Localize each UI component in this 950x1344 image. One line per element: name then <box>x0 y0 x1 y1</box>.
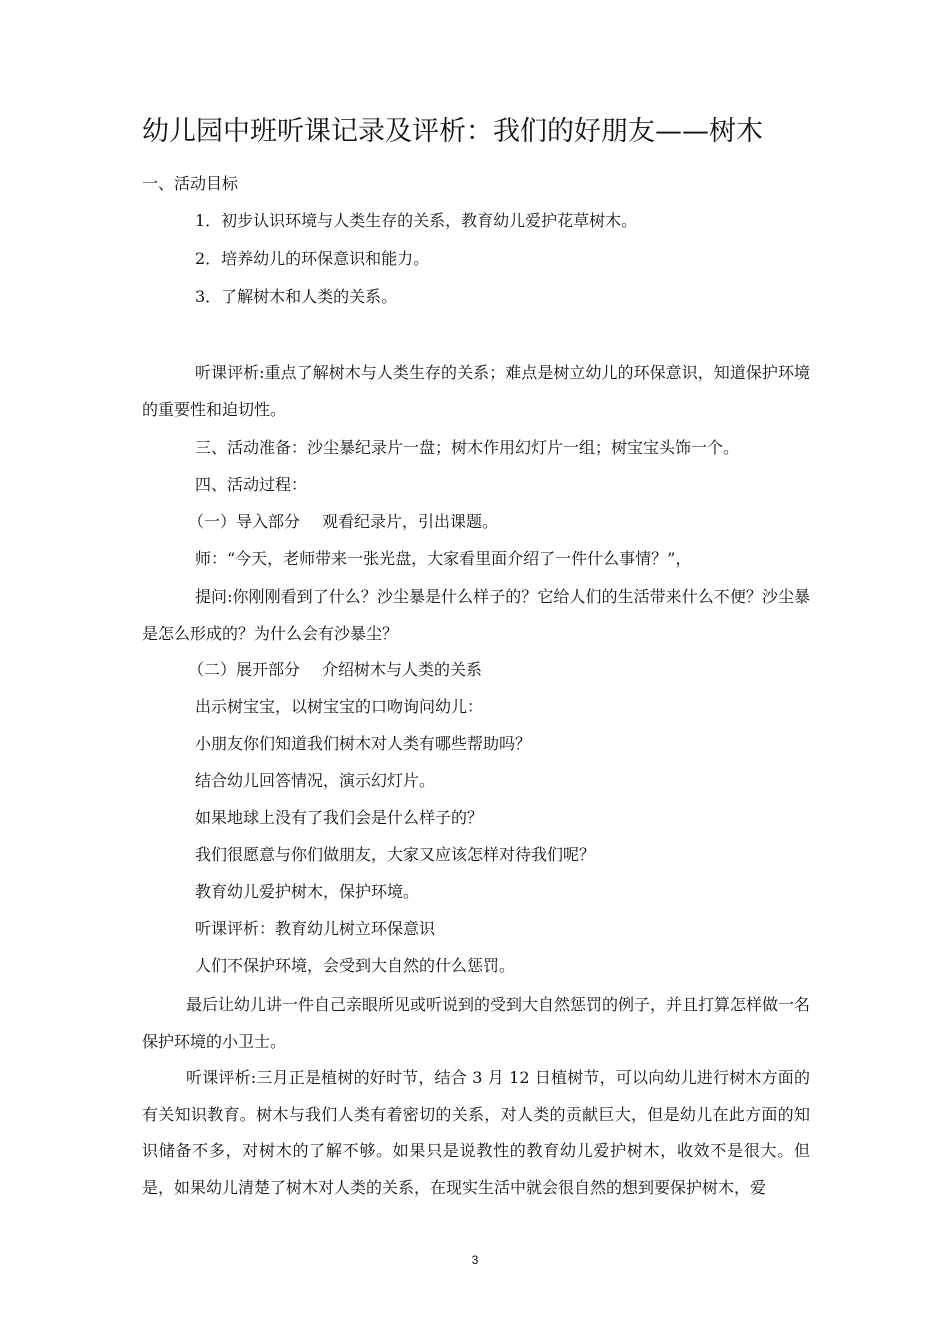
process-line-2: 小朋友你们知道我们树木对人类有哪些帮助吗？ <box>195 734 532 753</box>
review-paragraph-2: 听课评析:三月正是植树的好时节，结合 3 月 12 日植树节，可以向幼儿进行树木方面的有关知识教育。树木与我们人类有着密切的关系，对人类的贡献巨大，但是幼儿在此方面的知识储备不多，对树木的了解不够。如果只是说教性的教育幼儿爱护树木，收效不是很大。但是，如果幼儿清楚了树木对人类的关系，在现实生活中就会很自然的想到要保护树木，爱 <box>142 1068 810 1197</box>
process-line-7: 听课评析：教育幼儿树立环保意识 <box>195 919 436 938</box>
page-number: 3 <box>471 1253 479 1267</box>
closing-paragraph: 最后让幼儿讲一件自己亲眼所见或听说到的受到大自然惩罚的例子，并且打算怎样做一名保护环境的小卫士。 <box>142 995 811 1051</box>
part-2-row <box>188 658 482 682</box>
process-line-5: 我们很愿意与你们做朋友，大家又应该怎样对待我们呢？ <box>195 845 596 864</box>
section-prep: 三、活动准备：沙尘暴纪录片一盘；树木作用幻灯片一组；树宝宝头饰一个。 <box>195 438 740 457</box>
review-paragraph-1: 听课评析:重点了解树木与人类生存的关系；难点是树立幼儿的环保意识，知道保护环境的重要性和迫切性。 <box>142 363 810 419</box>
question-paragraph: 提问:你刚刚看到了什么？沙尘暴是什么样子的？它给人们的生活带来什么不便？沙尘暴是怎么形成的？为什么会有沙暴尘？ <box>142 587 810 643</box>
section-process-heading: 四、活动过程： <box>195 475 308 494</box>
part-1-row <box>188 510 498 534</box>
part-2-desc: 介绍树木与人类的关系 <box>322 660 483 679</box>
process-line-4: 如果地球上没有了我们会是什么样子的？ <box>195 808 484 827</box>
part-1-label: （一）导入部分 <box>188 512 301 531</box>
process-line-8: 人们不保护环境，会受到大自然的什么惩罚。 <box>195 956 516 975</box>
process-line-1: 出示树宝宝，以树宝宝的口吻询问幼儿： <box>195 697 484 716</box>
teacher-line: 师：“今天，老师带来一张光盘，大家看里面介绍了一件什么事情？”， <box>195 549 692 568</box>
goal-item-1: 1．初步认识环境与人类生存的关系，教育幼儿爱护花草树木。 <box>195 211 638 230</box>
part-1-desc: 观看纪录片，引出课题。 <box>322 512 499 531</box>
goal-item-3: 3．了解树木和人类的关系。 <box>195 287 398 306</box>
document-title: 幼儿园中班听课记录及评析：我们的好朋友——树木 <box>142 116 763 147</box>
section-goals-heading: 一、活动目标 <box>142 174 239 193</box>
part-2-label: （二）展开部分 <box>188 660 301 679</box>
process-line-3: 结合幼儿回答情况，演示幻灯片。 <box>195 771 436 790</box>
goal-item-2: 2．培养幼儿的环保意识和能力。 <box>195 249 430 268</box>
process-line-6: 教育幼儿爱护树木，保护环境。 <box>195 882 420 901</box>
